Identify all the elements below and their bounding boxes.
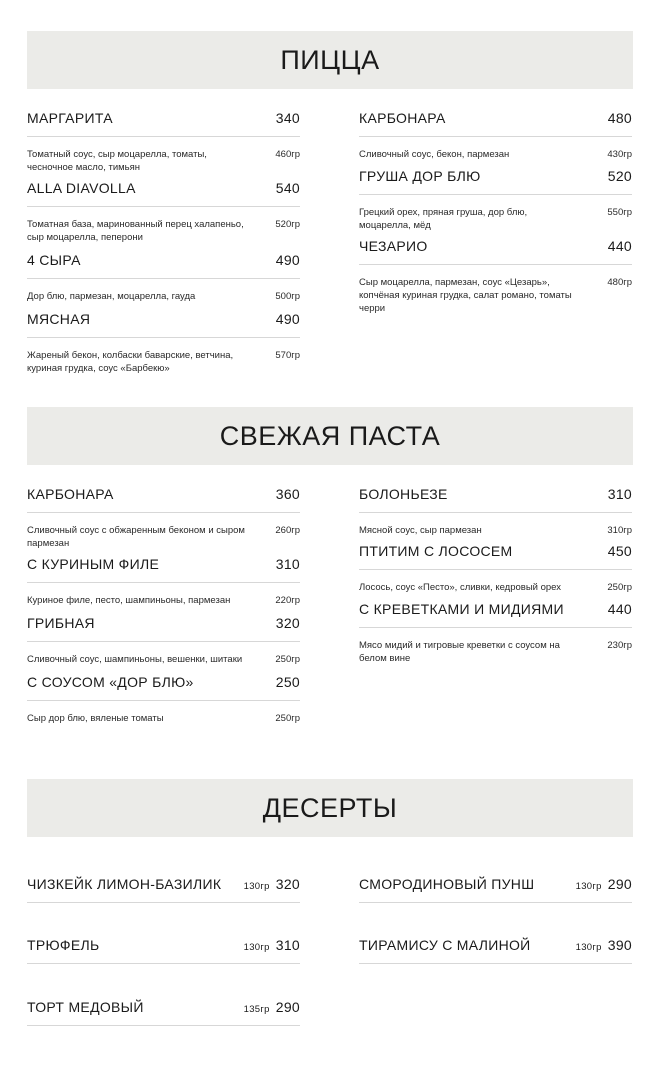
item-description: Мясной соус, сыр пармезан — [359, 525, 482, 536]
pasta-section-header — [27, 407, 633, 465]
pizza-left-column — [27, 110, 300, 374]
dessert-weight: 130гр — [575, 881, 602, 892]
dessert-item — [27, 999, 300, 1026]
menu-item — [27, 556, 300, 607]
item-name: С КУРИНЫМ ФИЛЕ — [27, 556, 160, 572]
item-description: Сыр дор блю, вяленые томаты — [27, 713, 164, 724]
item-weight: 570гр — [275, 350, 300, 361]
item-name: КАРБОНАРА — [27, 486, 114, 502]
dessert-name: ЧИЗКЕЙК ЛИМОН-БАЗИЛИК — [27, 876, 222, 892]
item-name: С СОУСОМ «ДОР БЛЮ» — [27, 674, 194, 690]
pasta-right-column — [359, 486, 632, 664]
item-name: МАРГАРИТА — [27, 110, 113, 126]
item-description: Куриное филе, песто, шампиньоны, пармезан — [27, 595, 231, 606]
pasta-left-column — [27, 486, 300, 724]
item-price: 540 — [275, 180, 300, 196]
dessert-price: 310 — [275, 937, 300, 953]
item-price: 520 — [607, 168, 632, 184]
pizza-section-header — [27, 31, 633, 89]
dessert-item — [359, 876, 632, 903]
item-weight: 250гр — [607, 582, 632, 593]
menu-item — [27, 252, 300, 303]
item-weight: 520гр — [275, 219, 300, 230]
item-name: С КРЕВЕТКАМИ И МИДИЯМИ — [359, 601, 564, 617]
item-name: БОЛОНЬЕЗЕ — [359, 486, 448, 502]
item-name: КАРБОНАРА — [359, 110, 446, 126]
item-weight: 250гр — [275, 654, 300, 665]
item-name: ГРУША ДОР БЛЮ — [359, 168, 481, 184]
item-name: ЧЕЗАРИО — [359, 238, 428, 254]
menu-item — [27, 615, 300, 666]
dessert-name: ТИРАМИСУ С МАЛИНОЙ — [359, 937, 531, 953]
dessert-weight: 135гр — [243, 1004, 270, 1015]
dessert-item — [27, 937, 300, 964]
pasta-section-title: СВЕЖАЯ ПАСТА — [219, 420, 441, 451]
item-weight: 460гр — [275, 149, 300, 160]
item-name: ГРИБНАЯ — [27, 615, 95, 631]
dessert-name: ТРЮФЕЛЬ — [27, 937, 100, 953]
item-price: 480 — [607, 110, 632, 126]
item-price: 490 — [275, 252, 300, 268]
menu-item — [359, 168, 632, 232]
dessert-name: ТОРТ МЕДОВЫЙ — [27, 999, 144, 1015]
dessert-name: СМОРОДИНОВЫЙ ПУНШ — [359, 876, 535, 892]
menu-item — [27, 311, 300, 375]
item-weight: 250гр — [275, 713, 300, 724]
item-description: Томатный соус, сыр моцарелла, томаты, чесночное масло, тимьян — [27, 149, 207, 173]
menu-item — [27, 180, 300, 244]
dessert-price: 320 — [275, 876, 300, 892]
dessert-weight: 130гр — [243, 942, 270, 953]
item-description: Грецкий орех, пряная груша, дор блю, моцарелла, мёд — [359, 207, 528, 231]
item-price: 310 — [607, 486, 632, 502]
item-price: 250 — [275, 674, 300, 690]
item-weight: 500гр — [275, 291, 300, 302]
item-description: Сливочный соус, бекон, пармезан — [359, 149, 510, 160]
menu-item — [27, 110, 300, 174]
item-price: 320 — [275, 615, 300, 631]
item-description: Сливочный соус, шампиньоны, вешенки, шитаки — [27, 654, 243, 665]
item-price: 440 — [607, 238, 632, 254]
dessert-price: 390 — [607, 937, 632, 953]
menu-item — [359, 543, 632, 594]
item-price: 310 — [275, 556, 300, 572]
desserts-section-header — [27, 779, 633, 837]
desserts-section-title: ДЕСЕРТЫ — [262, 792, 398, 823]
item-description: Мясо мидий и тигровые креветки с соусом на белом вине — [359, 640, 560, 664]
item-weight: 550гр — [607, 207, 632, 218]
dessert-price: 290 — [607, 876, 632, 892]
dessert-item — [27, 876, 300, 903]
item-description: Лосось, соус «Песто», сливки, кедровый орех — [359, 582, 561, 593]
menu-item — [359, 238, 632, 315]
item-weight: 220гр — [275, 595, 300, 606]
item-name: ПТИТИМ С ЛОСОСЕМ — [359, 543, 513, 559]
item-description: Жареный бекон, колбаски баварские, ветчина, куриная грудка, соус «Барбекю» — [27, 350, 234, 374]
pizza-right-column — [359, 110, 632, 314]
item-weight: 310гр — [607, 525, 632, 536]
menu-item — [27, 486, 300, 550]
item-weight: 230гр — [607, 640, 632, 651]
item-name: 4 СЫРА — [27, 252, 81, 268]
dessert-weight: 130гр — [575, 942, 602, 953]
item-price: 340 — [275, 110, 300, 126]
dessert-price: 290 — [275, 999, 300, 1015]
item-description: Сливочный соус с обжаренным беконом и сыром пармезан — [27, 525, 245, 549]
item-description: Сыр моцарелла, пармезан, соус «Цезарь», копчёная куриная грудка, салат романо, томаты черри — [359, 277, 572, 314]
item-weight: 260гр — [275, 525, 300, 536]
item-description: Томатная база, маринованный перец халапеньо, сыр моцарелла, пеперони — [27, 219, 244, 243]
menu-item — [359, 486, 632, 537]
menu-item — [27, 674, 300, 725]
dessert-weight: 130гр — [243, 881, 270, 892]
item-price: 440 — [607, 601, 632, 617]
menu-item — [359, 110, 632, 161]
menu-item — [359, 601, 632, 665]
item-description: Дор блю, пармезан, моцарелла, гауда — [27, 291, 196, 302]
item-name: МЯСНАЯ — [27, 311, 91, 327]
pizza-section-title: ПИЦЦА — [280, 44, 380, 75]
item-name: ALLA DIAVOLLA — [27, 180, 136, 196]
item-weight: 480гр — [607, 277, 632, 288]
item-price: 490 — [275, 311, 300, 327]
item-price: 360 — [275, 486, 300, 502]
dessert-item — [359, 937, 632, 964]
item-price: 450 — [607, 543, 632, 559]
item-weight: 430гр — [607, 149, 632, 160]
